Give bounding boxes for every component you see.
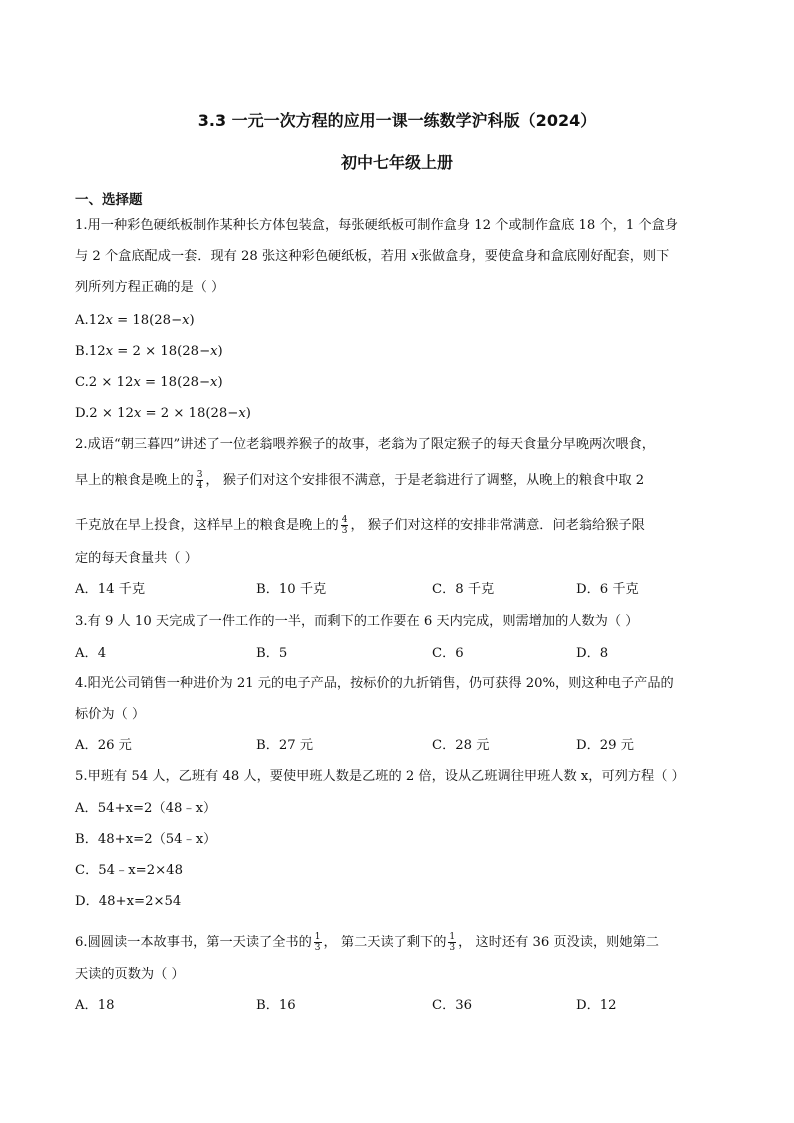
q1-option-b: B.12𝑥 = 2 × 18(28−𝑥) (75, 344, 223, 359)
doc-title: 3.3 一元一次方程的应用一课一练数学沪科版（2024） (197, 111, 597, 130)
q6-line-1-text-c: ， 这时还有 36 页没读，则她第二 (458, 935, 659, 950)
q2-line-2-text-a: 早上的粮食是晚上的 (75, 473, 194, 488)
q2-line-3 (75, 515, 645, 536)
q4-line-2: 标价为（ ） (75, 707, 146, 722)
fraction-numerator: 1 (449, 932, 456, 942)
q5-option-d: D．48+x=2×54 (75, 894, 182, 909)
q6-option-a: A．18 (75, 998, 115, 1013)
fraction-numerator: 3 (196, 470, 203, 480)
q4-option-b: B．27 元 (256, 738, 314, 753)
doc-subtitle: 初中七年级上册 (340, 153, 453, 172)
q4-option-d: D．29 元 (576, 738, 634, 753)
q1-option-c: C.2 × 12𝑥 = 18(28−𝑥) (75, 375, 223, 390)
section-heading: 一、选择题 (75, 192, 143, 208)
q5-option-b: B．48+x=2（54﹣x） (75, 832, 217, 847)
q2-line-2-text-b: ， 猴子们对这个安排很不满意，于是老翁进行了调整，从晚上的粮食中取 2 (205, 473, 645, 488)
q6-option-b: B．16 (256, 998, 296, 1013)
q3-option-b: B．5 (256, 646, 288, 661)
q2-line-3-text-b: ， 猴子们对这样的安排非常满意．问老翁给猴子限 (350, 518, 645, 533)
q2-line-1: 2.成语“朝三暮四”讲述了一位老翁喂养猴子的故事，老翁为了限定猴子的每天食量分早晚两次喂食， (75, 437, 655, 452)
q1-line-2: 与 2 个盒底配成一套．现有 28 张这种彩色硬纸板，若用 𝑥张做盒身，要使盒身和盒底刚好配套，则下 (75, 249, 670, 264)
q3-option-a: A．4 (75, 646, 107, 661)
q2-line-4: 定的每天食量共（ ） (75, 551, 198, 566)
q1-line-1: 1.用一种彩色硬纸板制作某种长方体包装盒，每张硬纸板可制作盒身 12 个或制作盒底 18 个，1 个盒身 (75, 218, 678, 233)
q1-line-3: 列所列方程正确的是（ ） (75, 280, 225, 295)
q6-fraction-2 (448, 932, 456, 953)
q2-fraction-2 (341, 515, 349, 536)
q3-option-c: C．6 (432, 646, 464, 661)
q5-line-1: 5.甲班有 54 人，乙班有 48 人，要使甲班人数是乙班的 2 倍，设从乙班调往甲班人数 x，可列方程（ ） (75, 769, 685, 784)
q2-line-2 (75, 470, 644, 491)
q6-option-c: C．36 (432, 998, 473, 1013)
q3-option-d: D．8 (576, 646, 609, 661)
q6-line-1 (75, 932, 659, 953)
q6-line-1-text-b: ， 第二天读了剩下的 (323, 935, 447, 950)
q4-option-a: A．26 元 (75, 738, 132, 753)
q5-option-a: A．54+x=2（48﹣x） (75, 801, 217, 816)
fraction-denominator: 4 (196, 481, 203, 491)
fraction-numerator: 1 (314, 932, 321, 942)
q6-option-d: D．12 (576, 998, 617, 1013)
fraction-denominator: 3 (449, 943, 456, 953)
q2-line-3-text-a: 千克放在早上投食，这样早上的粮食是晚上的 (75, 518, 339, 533)
q6-line-2: 天读的页数为（ ） (75, 967, 185, 982)
q6-line-1-text-a: 6.圆圆读一本故事书，第一天读了全书的 (75, 935, 312, 950)
q2-option-c: C．8 千克 (432, 582, 495, 597)
q2-option-b: B．10 千克 (256, 582, 327, 597)
q5-option-c: C．54﹣x=2×48 (75, 863, 183, 878)
q2-option-d: D．6 千克 (576, 582, 639, 597)
q2-option-a: A．14 千克 (75, 582, 146, 597)
q1-option-a: A.12𝑥 = 18(28−𝑥) (75, 313, 195, 328)
fraction-denominator: 3 (314, 943, 321, 953)
q1-option-d: D.2 × 12𝑥 = 2 × 18(28−𝑥) (75, 406, 251, 421)
q3-line-1: 3.有 9 人 10 天完成了一件工作的一半，而剩下的工作要在 6 天内完成，则需增加的人数为（ ） (75, 614, 639, 629)
q2-fraction-1 (196, 470, 204, 491)
fraction-denominator: 3 (341, 526, 348, 536)
fraction-numerator: 4 (341, 515, 348, 525)
q4-line-1: 4.阳光公司销售一种进价为 21 元的电子产品，按标价的九折销售，仍可获得 20%，则这种电子产品的 (75, 676, 674, 691)
q6-fraction-1 (314, 932, 322, 953)
q4-option-c: C．28 元 (432, 738, 490, 753)
